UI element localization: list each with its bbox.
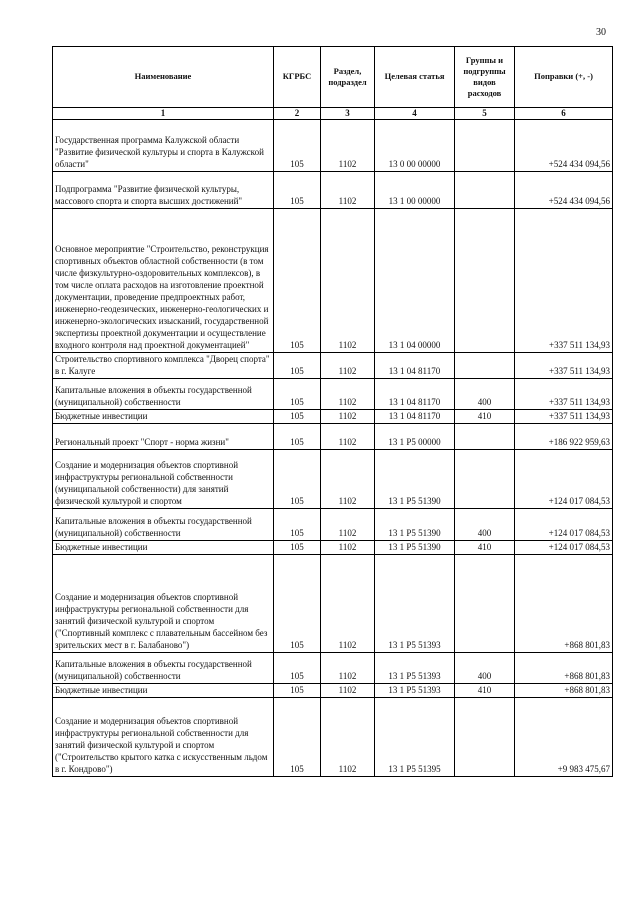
column-number: 6 [515, 108, 613, 120]
row-group [455, 555, 515, 653]
column-header-group: Группы и подгруппы видов расходов [455, 47, 515, 108]
table-row [53, 450, 613, 509]
table-row [53, 555, 613, 653]
row-name: Капитальные вложения в объекты государственной (муниципальной) собственности [53, 509, 274, 541]
row-kgrbs: 105 [274, 353, 321, 379]
header-row [53, 47, 613, 108]
row-target: 13 1 Р5 51390 [375, 509, 455, 541]
table-row [53, 379, 613, 410]
row-target: 13 1 04 81170 [375, 353, 455, 379]
row-group [455, 172, 515, 209]
row-group [455, 353, 515, 379]
row-section: 1102 [321, 698, 375, 777]
row-target: 13 1 04 00000 [375, 209, 455, 353]
row-target: 13 1 04 81170 [375, 379, 455, 410]
row-group [455, 698, 515, 777]
page-number: 30 [596, 27, 606, 38]
table-row [53, 541, 613, 555]
row-amount: +337 511 134,93 [515, 379, 613, 410]
row-kgrbs: 105 [274, 379, 321, 410]
row-target: 13 1 Р5 51393 [375, 653, 455, 684]
row-section: 1102 [321, 353, 375, 379]
row-amount: +124 017 084,53 [515, 509, 613, 541]
row-name: Создание и модернизация объектов спортивной инфраструктуры региональной собственности для занятий физической культурой и спортом ("Строительство крытого катка с искусственным льдом в г. Кондрово") [53, 698, 274, 777]
row-section: 1102 [321, 410, 375, 424]
row-group [455, 120, 515, 172]
row-section: 1102 [321, 684, 375, 698]
row-name: Бюджетные инвестиции [53, 684, 274, 698]
row-group [455, 209, 515, 353]
column-header-section: Раздел, подраздел [321, 47, 375, 108]
row-group: 410 [455, 684, 515, 698]
table-row [53, 353, 613, 379]
row-kgrbs: 105 [274, 555, 321, 653]
row-name: Бюджетные инвестиции [53, 410, 274, 424]
row-kgrbs: 105 [274, 172, 321, 209]
row-amount: +124 017 084,53 [515, 450, 613, 509]
row-target: 13 1 Р5 51393 [375, 555, 455, 653]
row-kgrbs: 105 [274, 509, 321, 541]
column-number-row [53, 108, 613, 120]
column-number: 3 [321, 108, 375, 120]
row-section: 1102 [321, 509, 375, 541]
row-group: 410 [455, 410, 515, 424]
row-name: Основное мероприятие "Строительство, реконструкция спортивных объектов областной собственности (в том числе физкультурно-оздоровительных комплексов), в том числе оплата расходов на изготовление проектной документации, проведение предпроектных работ, инженерно-геодезических, инженерно-геологических и инженерно-экологических изысканий, государственной экспертизы проектной документации и осуществление входного контроля над проектной документацией" [53, 209, 274, 353]
table-row [53, 120, 613, 172]
row-group [455, 450, 515, 509]
column-header-target: Целевая статья [375, 47, 455, 108]
row-section: 1102 [321, 541, 375, 555]
table-row [53, 684, 613, 698]
row-kgrbs: 105 [274, 450, 321, 509]
column-header-name: Наименование [53, 47, 274, 108]
row-kgrbs: 105 [274, 120, 321, 172]
row-amount: +186 922 959,63 [515, 424, 613, 450]
column-number: 2 [274, 108, 321, 120]
row-name: Подпрограмма "Развитие физической культуры, массового спорта и спорта высших достижений" [53, 172, 274, 209]
row-name: Капитальные вложения в объекты государственной (муниципальной) собственности [53, 379, 274, 410]
column-header-amount: Поправки (+, -) [515, 47, 613, 108]
row-kgrbs: 105 [274, 209, 321, 353]
row-amount: +124 017 084,53 [515, 541, 613, 555]
table-row [53, 172, 613, 209]
row-target: 13 1 Р5 51395 [375, 698, 455, 777]
row-name: Государственная программа Калужской области "Развитие физической культуры и спорта в Калужской области" [53, 120, 274, 172]
table-row [53, 698, 613, 777]
row-kgrbs: 105 [274, 698, 321, 777]
row-amount: +524 434 094,56 [515, 172, 613, 209]
table-row [53, 653, 613, 684]
row-kgrbs: 105 [274, 684, 321, 698]
row-section: 1102 [321, 424, 375, 450]
row-amount: +337 511 134,93 [515, 209, 613, 353]
column-number: 4 [375, 108, 455, 120]
row-section: 1102 [321, 555, 375, 653]
row-amount: +868 801,83 [515, 653, 613, 684]
row-target: 13 0 00 00000 [375, 120, 455, 172]
table-row [53, 509, 613, 541]
table-row [53, 424, 613, 450]
row-amount: +868 801,83 [515, 555, 613, 653]
row-section: 1102 [321, 450, 375, 509]
row-name: Строительство спортивного комплекса "Дворец спорта" в г. Калуге [53, 353, 274, 379]
row-amount: +337 511 134,93 [515, 410, 613, 424]
row-group: 400 [455, 509, 515, 541]
row-section: 1102 [321, 172, 375, 209]
row-kgrbs: 105 [274, 410, 321, 424]
row-target: 13 1 Р5 51390 [375, 541, 455, 555]
row-name: Создание и модернизация объектов спортивной инфраструктуры региональной собственности (муниципальной собственности) для занятий физической культурой и спортом [53, 450, 274, 509]
row-amount: +524 434 094,56 [515, 120, 613, 172]
column-number: 5 [455, 108, 515, 120]
row-name: Бюджетные инвестиции [53, 541, 274, 555]
row-group: 400 [455, 379, 515, 410]
row-section: 1102 [321, 653, 375, 684]
row-kgrbs: 105 [274, 653, 321, 684]
row-target: 13 1 00 00000 [375, 172, 455, 209]
row-target: 13 1 Р5 51390 [375, 450, 455, 509]
row-group [455, 424, 515, 450]
table-row [53, 209, 613, 353]
row-section: 1102 [321, 120, 375, 172]
row-amount: +337 511 134,93 [515, 353, 613, 379]
row-kgrbs: 105 [274, 541, 321, 555]
row-name: Создание и модернизация объектов спортивной инфраструктуры региональной собственности для занятий физической культурой и спортом ("Спортивный комплекс с плавательным бассейном без зрительских мест в г. Балабаново") [53, 555, 274, 653]
row-target: 13 1 04 81170 [375, 410, 455, 424]
row-amount: +868 801,83 [515, 684, 613, 698]
table-body [53, 120, 613, 777]
row-section: 1102 [321, 379, 375, 410]
budget-amendments-table [52, 46, 613, 777]
row-name: Капитальные вложения в объекты государственной (муниципальной) собственности [53, 653, 274, 684]
table-row [53, 410, 613, 424]
row-section: 1102 [321, 209, 375, 353]
row-target: 13 1 Р5 51393 [375, 684, 455, 698]
column-number: 1 [53, 108, 274, 120]
row-name: Региональный проект "Спорт - норма жизни" [53, 424, 274, 450]
column-header-kgrbs: КГРБС [274, 47, 321, 108]
row-kgrbs: 105 [274, 424, 321, 450]
row-amount: +9 983 475,67 [515, 698, 613, 777]
row-target: 13 1 Р5 00000 [375, 424, 455, 450]
row-group: 400 [455, 653, 515, 684]
row-group: 410 [455, 541, 515, 555]
